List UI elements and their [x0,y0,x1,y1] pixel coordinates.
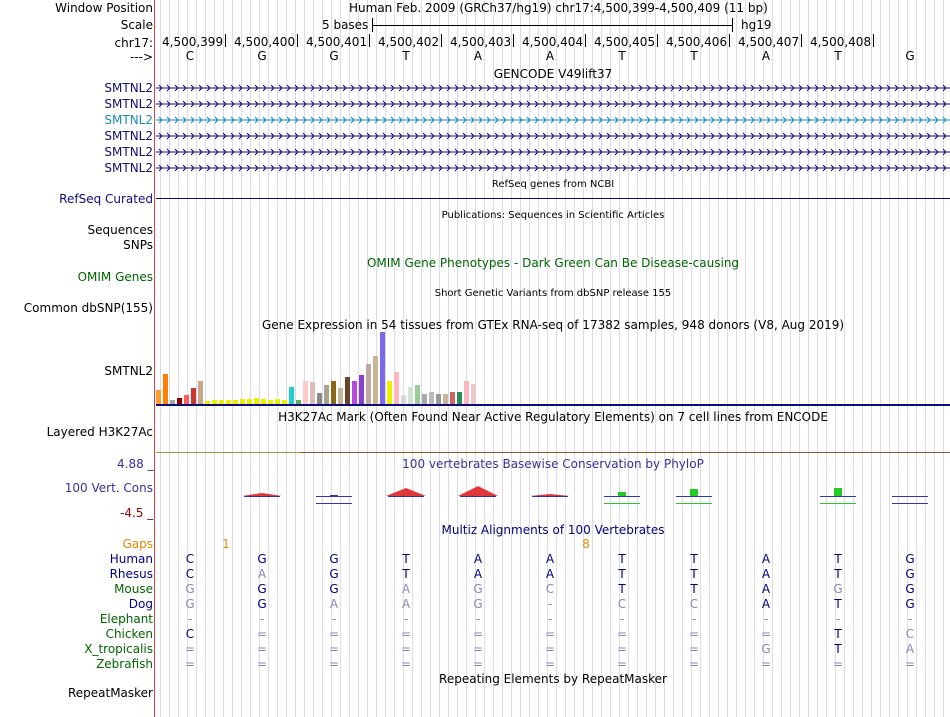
ruler-tick [801,34,802,47]
multiz-base: = [256,627,268,641]
gencode-row-label[interactable]: SMTNL2 [104,97,153,111]
multiz-base: = [400,627,412,641]
multiz-base: G [185,582,195,596]
multiz-base: C [905,627,915,641]
cons-underline [820,503,856,504]
repeatmasker-track-label[interactable]: RepeatMasker [67,686,153,700]
gtex-tissue-bar[interactable] [436,394,441,404]
multiz-base: C [545,582,555,596]
multiz-base: A [905,642,915,656]
multiz-base: = [256,642,268,656]
multiz-base: G [473,597,483,611]
omim-track-title: OMIM Gene Phenotypes - Dark Green Can Be Disease-causing [366,256,740,270]
multiz-base: C [185,552,195,566]
ruler-base: T [834,49,842,63]
multiz-base: G [329,567,339,581]
multiz-base: = [616,642,628,656]
multiz-track-title: Multiz Alignments of 100 Vertebrates [441,523,665,537]
gtex-tissue-bar[interactable] [331,381,336,404]
cons-track-label[interactable]: 100 Vert. Cons [64,481,153,495]
multiz-base: = [688,627,700,641]
multiz-base: T [618,582,626,596]
cons-baseline [892,496,928,497]
gencode-transcript[interactable] [156,97,950,111]
multiz-base: T [834,627,842,641]
repeatmasker-track-title: Repeating Elements by RepeatMasker [439,672,667,686]
multiz-base: G [473,582,483,596]
multiz-base: A [761,582,771,596]
cons-underline [316,503,352,504]
gtex-tissue-bar[interactable] [191,388,196,404]
multiz-base: = [616,627,628,641]
multiz-gap-count: 8 [582,537,590,551]
ruler-tick [225,34,226,47]
multiz-base: G [905,552,915,566]
refseq-gene-line[interactable] [156,198,950,199]
multiz-base: = [328,642,340,656]
cons-baseline [316,496,352,497]
cons-underline [676,503,712,504]
ruler-position-label: 4,500,401 [306,35,368,49]
ruler-base: A [545,49,555,63]
multiz-base: - [763,612,769,626]
gtex-tissue-bar[interactable] [198,381,203,404]
multiz-base: - [259,612,265,626]
cons-peak [384,488,428,502]
dbsnp-track-title: Short Genetic Variants from dbSNP release 155 [434,288,672,299]
cons-bar [834,488,842,496]
multiz-base: = [688,642,700,656]
gtex-tissue-bar[interactable] [394,372,399,404]
multiz-base: T [690,582,698,596]
gtex-tissue-bar[interactable] [317,393,322,404]
gtex-track-title: Gene Expression in 54 tissues from GTEx RNA-seq of 17382 samples, 948 donors (V8, Aug 2019) [261,318,845,332]
ruler-tick [297,34,298,47]
omim-track-label[interactable]: OMIM Genes [77,270,153,284]
multiz-base: - [187,612,193,626]
multiz-base: T [834,552,842,566]
gtex-tissue-bar[interactable] [450,392,455,404]
cons-baseline [676,496,712,497]
gtex-tissue-bar[interactable] [310,382,315,404]
multiz-base: A [545,567,555,581]
gencode-transcript[interactable] [156,145,950,159]
gencode-transcript[interactable] [156,161,950,175]
multiz-species-label[interactable]: Mouse [114,582,153,596]
multiz-base: - [691,612,697,626]
multiz-species-label[interactable]: Human [109,552,153,566]
multiz-base: T [402,567,410,581]
ruler-base: G [329,49,339,63]
gtex-tissue-bar[interactable] [380,332,385,404]
multiz-base: C [689,597,699,611]
scale-text: 5 bases [322,18,369,32]
gencode-row-label[interactable]: SMTNL2 [104,129,153,143]
multiz-base: A [761,597,771,611]
ruler-base: T [618,49,626,63]
h3k27ac-track-label[interactable]: Layered H3K27Ac [46,425,153,439]
multiz-base: G [905,567,915,581]
cons-peak [240,493,284,507]
cons-peak [528,494,572,508]
multiz-base: T [402,552,410,566]
gtex-tissue-bar[interactable] [359,375,364,404]
gtex-tissue-bar[interactable] [373,356,378,404]
chrom-label: chr17: [114,36,153,50]
multiz-base: - [403,612,409,626]
multiz-gap-count: 1 [222,537,230,551]
gtex-tissue-bar[interactable] [464,381,469,404]
ruler-base: A [761,49,771,63]
multiz-base: T [618,552,626,566]
ruler-position-label: 4,500,400 [234,35,296,49]
gtex-tissue-bar[interactable] [156,390,161,404]
multiz-base: T [618,567,626,581]
ruler-base: A [473,49,483,63]
multiz-base: - [547,612,553,626]
ruler-tick [873,34,874,47]
cons-baseline [604,496,640,497]
gtex-tissue-bar[interactable] [366,364,371,404]
gtex-tissue-bar[interactable] [338,388,343,404]
multiz-base: - [907,612,913,626]
multiz-base: = [400,657,412,671]
cons-underline [892,503,928,504]
gtex-tissue-bar[interactable] [443,394,448,404]
multiz-base: G [905,582,915,596]
gtex-tissue-bar[interactable] [471,384,476,404]
multiz-base: - [835,612,841,626]
gencode-transcript[interactable] [156,113,950,127]
gtex-tissue-bar[interactable] [387,381,392,404]
strand-label: ---> [129,50,153,64]
multiz-base: C [185,567,195,581]
gtex-tissue-bar[interactable] [415,385,420,404]
scale-db: hg19 [741,18,772,32]
gtex-tissue-bar[interactable] [401,395,406,404]
refseq-track-label[interactable]: RefSeq Curated [59,192,153,206]
multiz-species-label[interactable]: Chicken [105,627,153,641]
multiz-base: - [547,597,553,611]
ruler-base: T [402,49,410,63]
multiz-base: A [473,552,483,566]
ruler-base: G [905,49,915,63]
label-separator [154,0,155,717]
multiz-species-label[interactable]: X_tropicalis [84,642,153,656]
ruler-tick [657,34,658,47]
ruler-position-label: 4,500,403 [450,35,512,49]
gtex-tissue-bar[interactable] [457,392,462,404]
gtex-tissue-bar[interactable] [303,381,308,404]
cons-bar [330,495,338,496]
multiz-base: = [616,657,628,671]
ruler-position-label: 4,500,405 [594,35,656,49]
multiz-base: = [544,642,556,656]
multiz-base: = [760,657,772,671]
multiz-base: - [475,612,481,626]
gtex-tissue-bar[interactable] [324,385,329,404]
multiz-base: - [331,612,337,626]
ruler-tick [729,34,730,47]
multiz-base: = [760,627,772,641]
multiz-species-label[interactable]: Zebrafish [96,657,153,671]
multiz-base: T [690,567,698,581]
gtex-tissue-bar[interactable] [345,377,350,404]
gtex-tissue-bar[interactable] [163,374,168,404]
ruler-position-label: 4,500,406 [666,35,728,49]
gtex-tissue-bar[interactable] [289,387,294,404]
multiz-base: - [619,612,625,626]
cons-track-title: 100 vertebrates Basewise Conservation by PhyloP [402,457,704,471]
multiz-gaps-label: Gaps [122,537,153,551]
gencode-transcript[interactable] [156,129,950,143]
multiz-base: = [472,627,484,641]
cons-baseline [820,496,856,497]
ruler-position-label: 4,500,404 [522,35,584,49]
gencode-transcript[interactable] [156,81,950,95]
ruler-tick [585,34,586,47]
cons-min-label: -4.5 _ [120,506,154,520]
multiz-base: G [833,582,843,596]
multiz-species-label[interactable]: Dog [128,597,153,611]
gencode-track-title: GENCODE V49lift37 [493,67,613,81]
h3k27ac-signal-right [300,452,950,453]
multiz-base: = [400,642,412,656]
multiz-base: A [473,567,483,581]
multiz-base: C [617,597,627,611]
multiz-base: = [328,657,340,671]
ruler-position-label: 4,500,402 [378,35,440,49]
multiz-base: = [904,657,916,671]
multiz-base: = [688,657,700,671]
publications-track-title: Publications: Sequences in Scientific Articles [441,210,665,221]
multiz-base: A [545,552,555,566]
h3k27ac-signal-left [156,452,300,453]
cons-peak [456,486,500,500]
multiz-base: G [761,642,771,656]
window-position-value: Human Feb. 2009 (GRCh37/hg19) chr17:4,500,399-4,500,409 (11 bp) [349,1,768,15]
gencode-row-label[interactable]: SMTNL2 [104,113,153,127]
multiz-base: G [257,582,267,596]
multiz-base: A [257,567,267,581]
gencode-row-label[interactable]: SMTNL2 [104,81,153,95]
multiz-base: A [401,582,411,596]
ruler-base: C [185,49,195,63]
multiz-base: G [257,597,267,611]
gtex-tissue-bar[interactable] [429,392,434,404]
window-position-label: Window Position [55,1,153,15]
ruler-tick [441,34,442,47]
multiz-base: G [329,582,339,596]
ruler-position-label: 4,500,408 [810,35,872,49]
multiz-base: T [690,552,698,566]
multiz-base: G [329,552,339,566]
multiz-base: = [184,642,196,656]
multiz-base: G [905,597,915,611]
ruler-base: G [257,49,267,63]
multiz-base: = [256,657,268,671]
gencode-row-label[interactable]: SMTNL2 [104,145,153,159]
multiz-base: A [401,597,411,611]
ruler-tick [513,34,514,47]
multiz-base: = [544,657,556,671]
ruler-base: T [690,49,698,63]
ruler-position-label: 4,500,407 [738,35,800,49]
multiz-base: = [544,627,556,641]
multiz-base: A [761,552,771,566]
multiz-base: A [329,597,339,611]
multiz-base: C [185,627,195,641]
multiz-base: = [184,657,196,671]
gtex-gene-line [156,404,950,406]
dbsnp-track-label[interactable]: Common dbSNP(155) [23,301,153,315]
multiz-base: = [832,657,844,671]
multiz-species-label[interactable]: Elephant [99,612,153,626]
multiz-base: G [257,552,267,566]
gtex-tissue-bar[interactable] [408,387,413,404]
multiz-species-label[interactable]: Rhesus [109,567,153,581]
gencode-row-label[interactable]: SMTNL2 [104,161,153,175]
multiz-base: = [472,657,484,671]
cons-max-label: 4.88 _ [117,457,154,471]
refseq-track-title: RefSeq genes from NCBI [491,179,615,190]
gtex-track-label[interactable]: SMTNL2 [104,364,153,378]
sequences-track-label[interactable]: Sequences [87,223,153,237]
snps-track-label[interactable]: SNPs [123,238,153,252]
gtex-tissue-bar[interactable] [422,394,427,404]
multiz-base: T [834,642,842,656]
multiz-base: T [834,567,842,581]
ruler-tick [369,34,370,47]
h3k27ac-track-title: H3K27Ac Mark (Often Found Near Active Regulatory Elements) on 7 cell lines from ENCODE [278,410,828,424]
scale-label: Scale [120,18,153,32]
multiz-base: A [761,567,771,581]
multiz-base: = [472,642,484,656]
gtex-tissue-bar[interactable] [184,395,189,404]
multiz-base: = [328,627,340,641]
multiz-base: T [834,597,842,611]
gtex-tissue-bar[interactable] [352,381,357,404]
cons-bar [690,489,698,496]
ruler-position-label: 4,500,399 [162,35,224,49]
cons-bar [618,492,626,496]
multiz-base: G [185,597,195,611]
cons-underline [604,503,640,504]
